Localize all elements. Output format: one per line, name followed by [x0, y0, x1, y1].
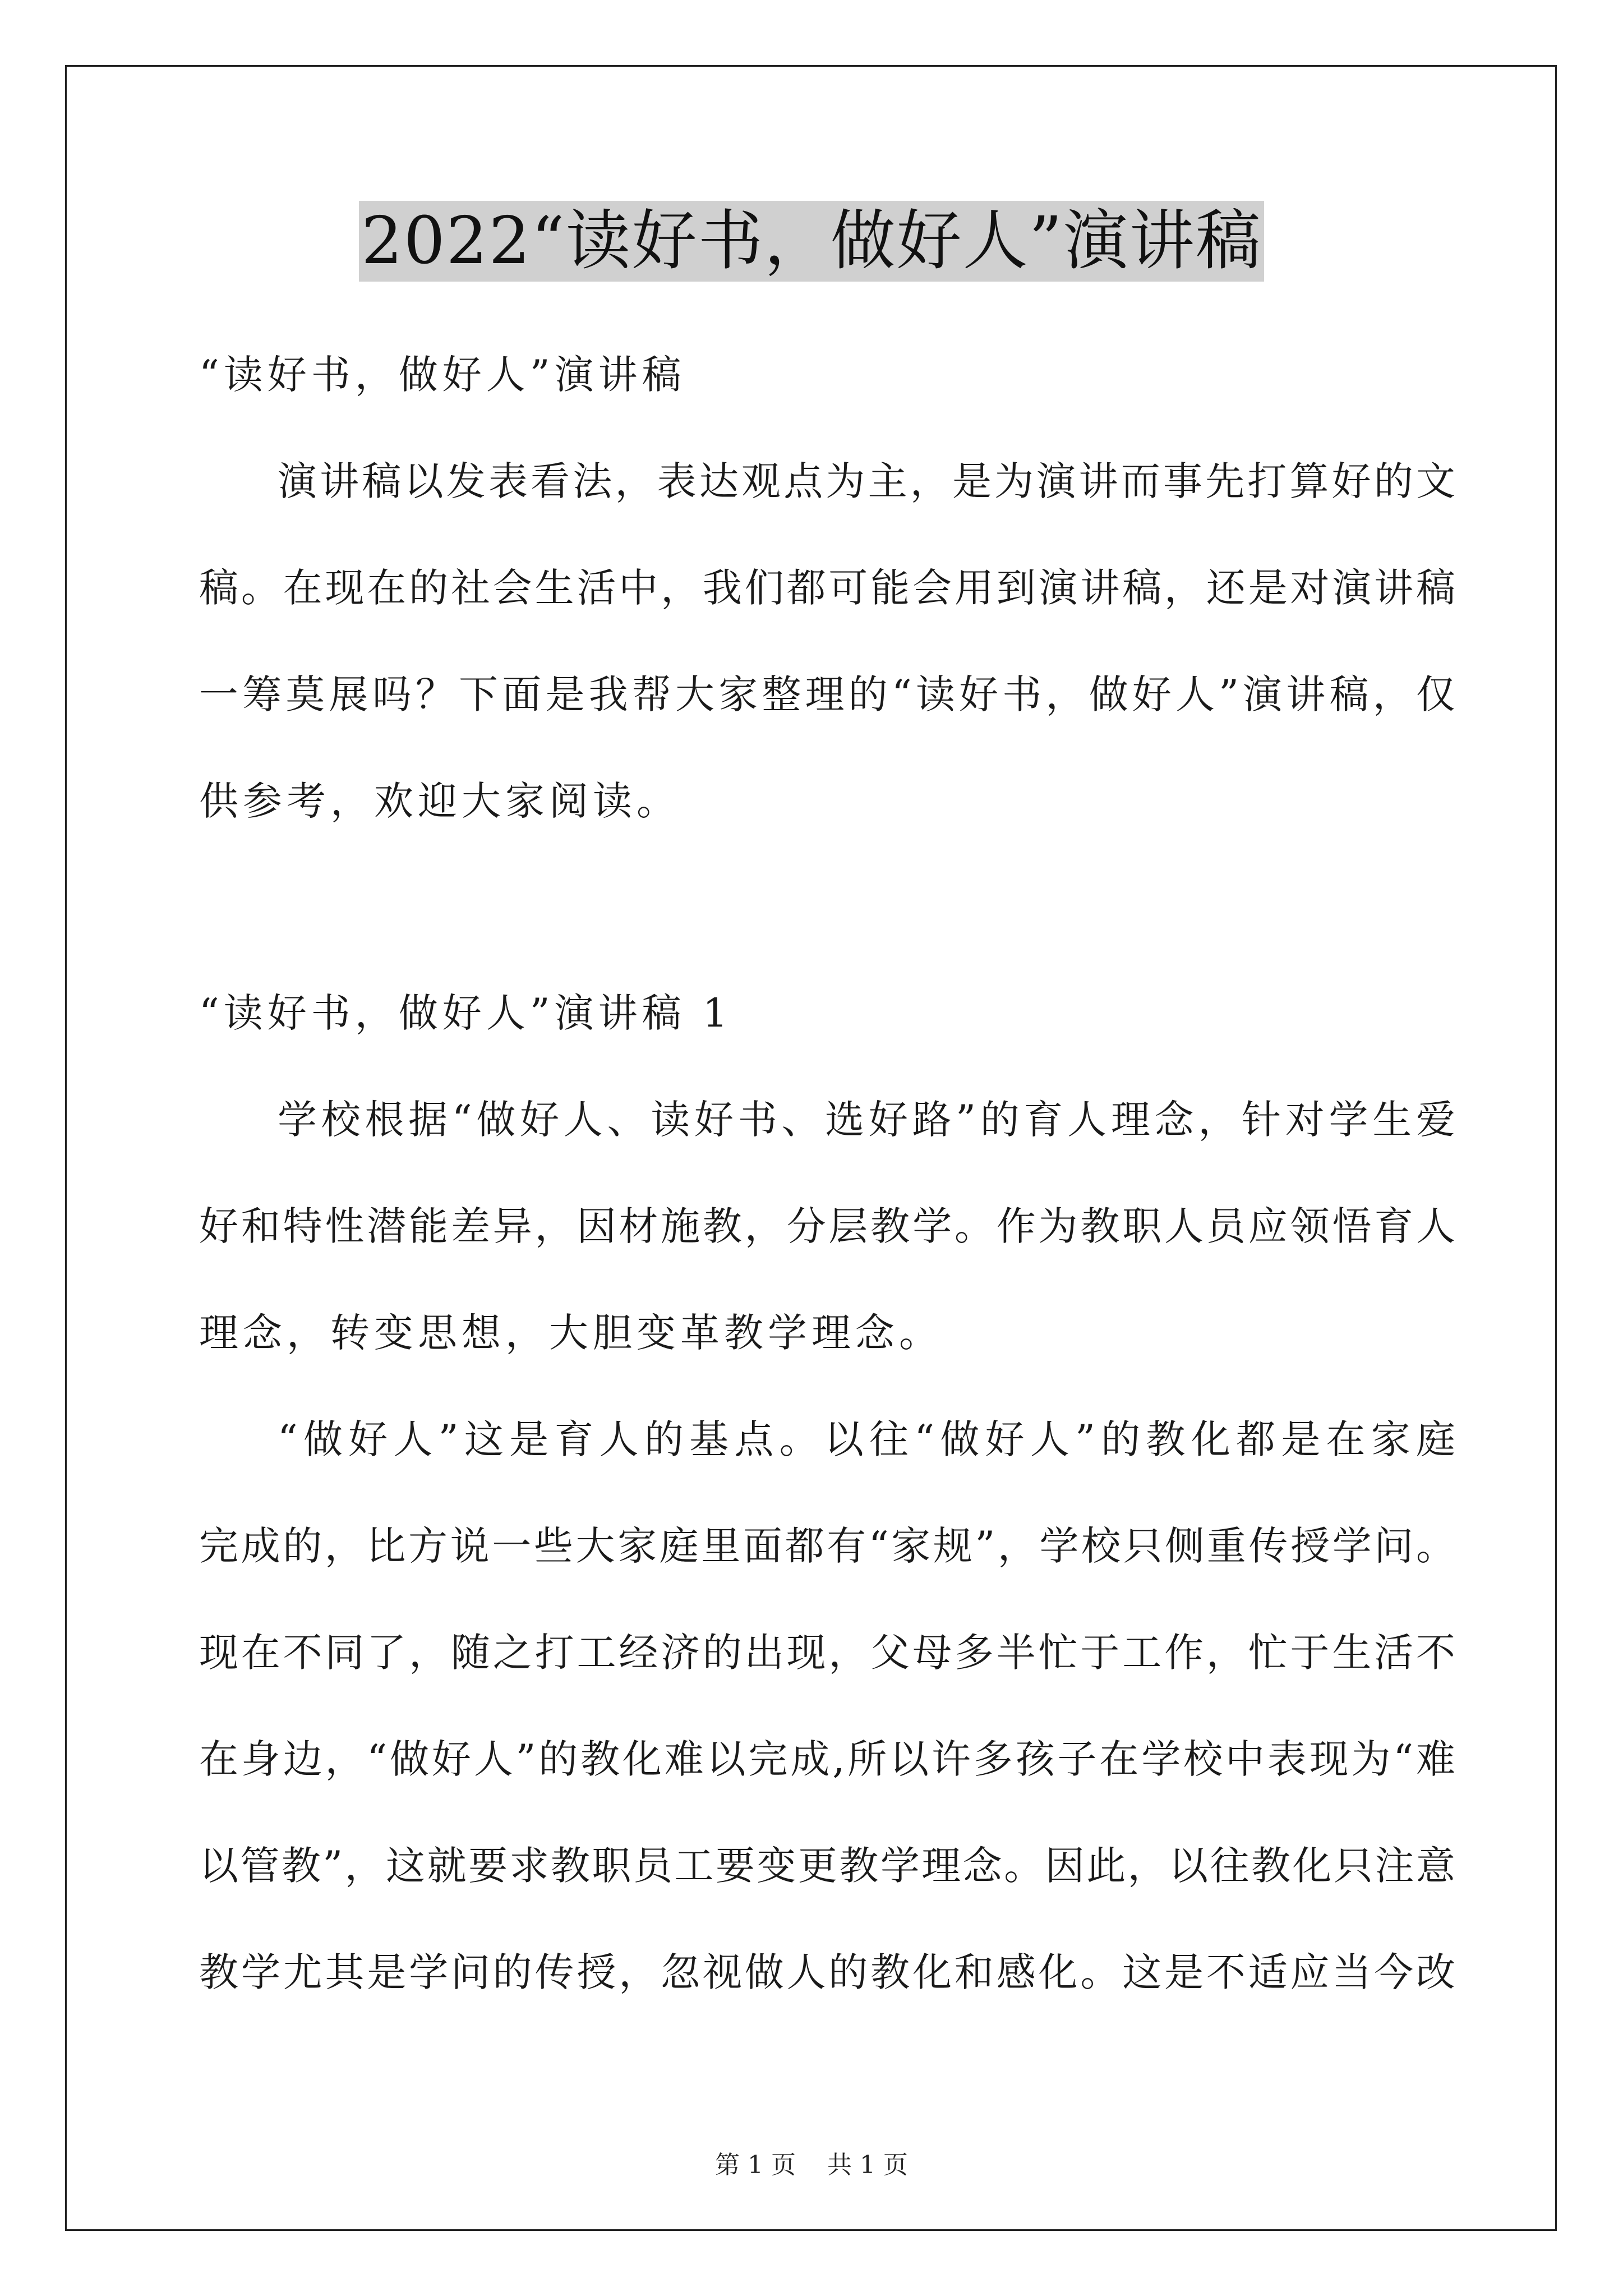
text-line: 供参考，欢迎大家阅读。: [199, 778, 680, 824]
text-line: 好和特性潜能差异，因材施教，分层教学。作为教职人员应领悟育人: [199, 1203, 1455, 1249]
document-body: [199, 348, 1455, 1999]
text-line: 演讲稿以发表看法，表达观点为主，是为演讲而事先打算好的文: [278, 458, 1455, 504]
title-container: [0, 201, 1623, 282]
text-line: 教学尤其是学问的传授，忽视做人的教化和感化。这是不适应当今改: [199, 1949, 1455, 1995]
section-heading: “读好书，做好人”演讲稿 1: [199, 990, 732, 1036]
text-line: 以管教”，这就要求教职员工要变更教学理念。因此，以往教化只注意: [199, 1843, 1455, 1889]
page-footer: 第 1 页 共 1 页: [715, 2151, 908, 2179]
text-line: 学校根据“做好人、读好书、选好路”的育人理念，针对学生爱: [278, 1097, 1455, 1143]
text-line: 在身边，“做好人”的教化难以完成,所以许多孩子在学校中表现为“难: [199, 1736, 1455, 1782]
document-title: 2022“读好书，做好人”演讲稿: [359, 201, 1264, 282]
paragraph-1: [199, 1093, 1455, 1360]
text-line: 一筹莫展吗？下面是我帮大家整理的“读好书，做好人”演讲稿，仅: [199, 671, 1455, 717]
text-line: 稿。在现在的社会生活中，我们都可能会用到演讲稿，还是对演讲稿: [199, 565, 1455, 611]
paragraph-2: [199, 1412, 1455, 1999]
text-line: 完成的，比方说一些大家庭里面都有“家规”，学校只侧重传授学问。: [199, 1523, 1455, 1569]
intro-paragraph: [199, 454, 1455, 828]
subtitle: “读好书，做好人”演讲稿: [199, 352, 686, 398]
text-line: 现在不同了，随之打工经济的出现，父母多半忙于工作，忙于生活不: [199, 1630, 1455, 1676]
text-line: “做好人”这是育人的基点。以往“做好人”的教化都是在家庭: [278, 1416, 1455, 1462]
text-line: 理念，转变思想，大胆变革教学理念。: [199, 1310, 943, 1356]
